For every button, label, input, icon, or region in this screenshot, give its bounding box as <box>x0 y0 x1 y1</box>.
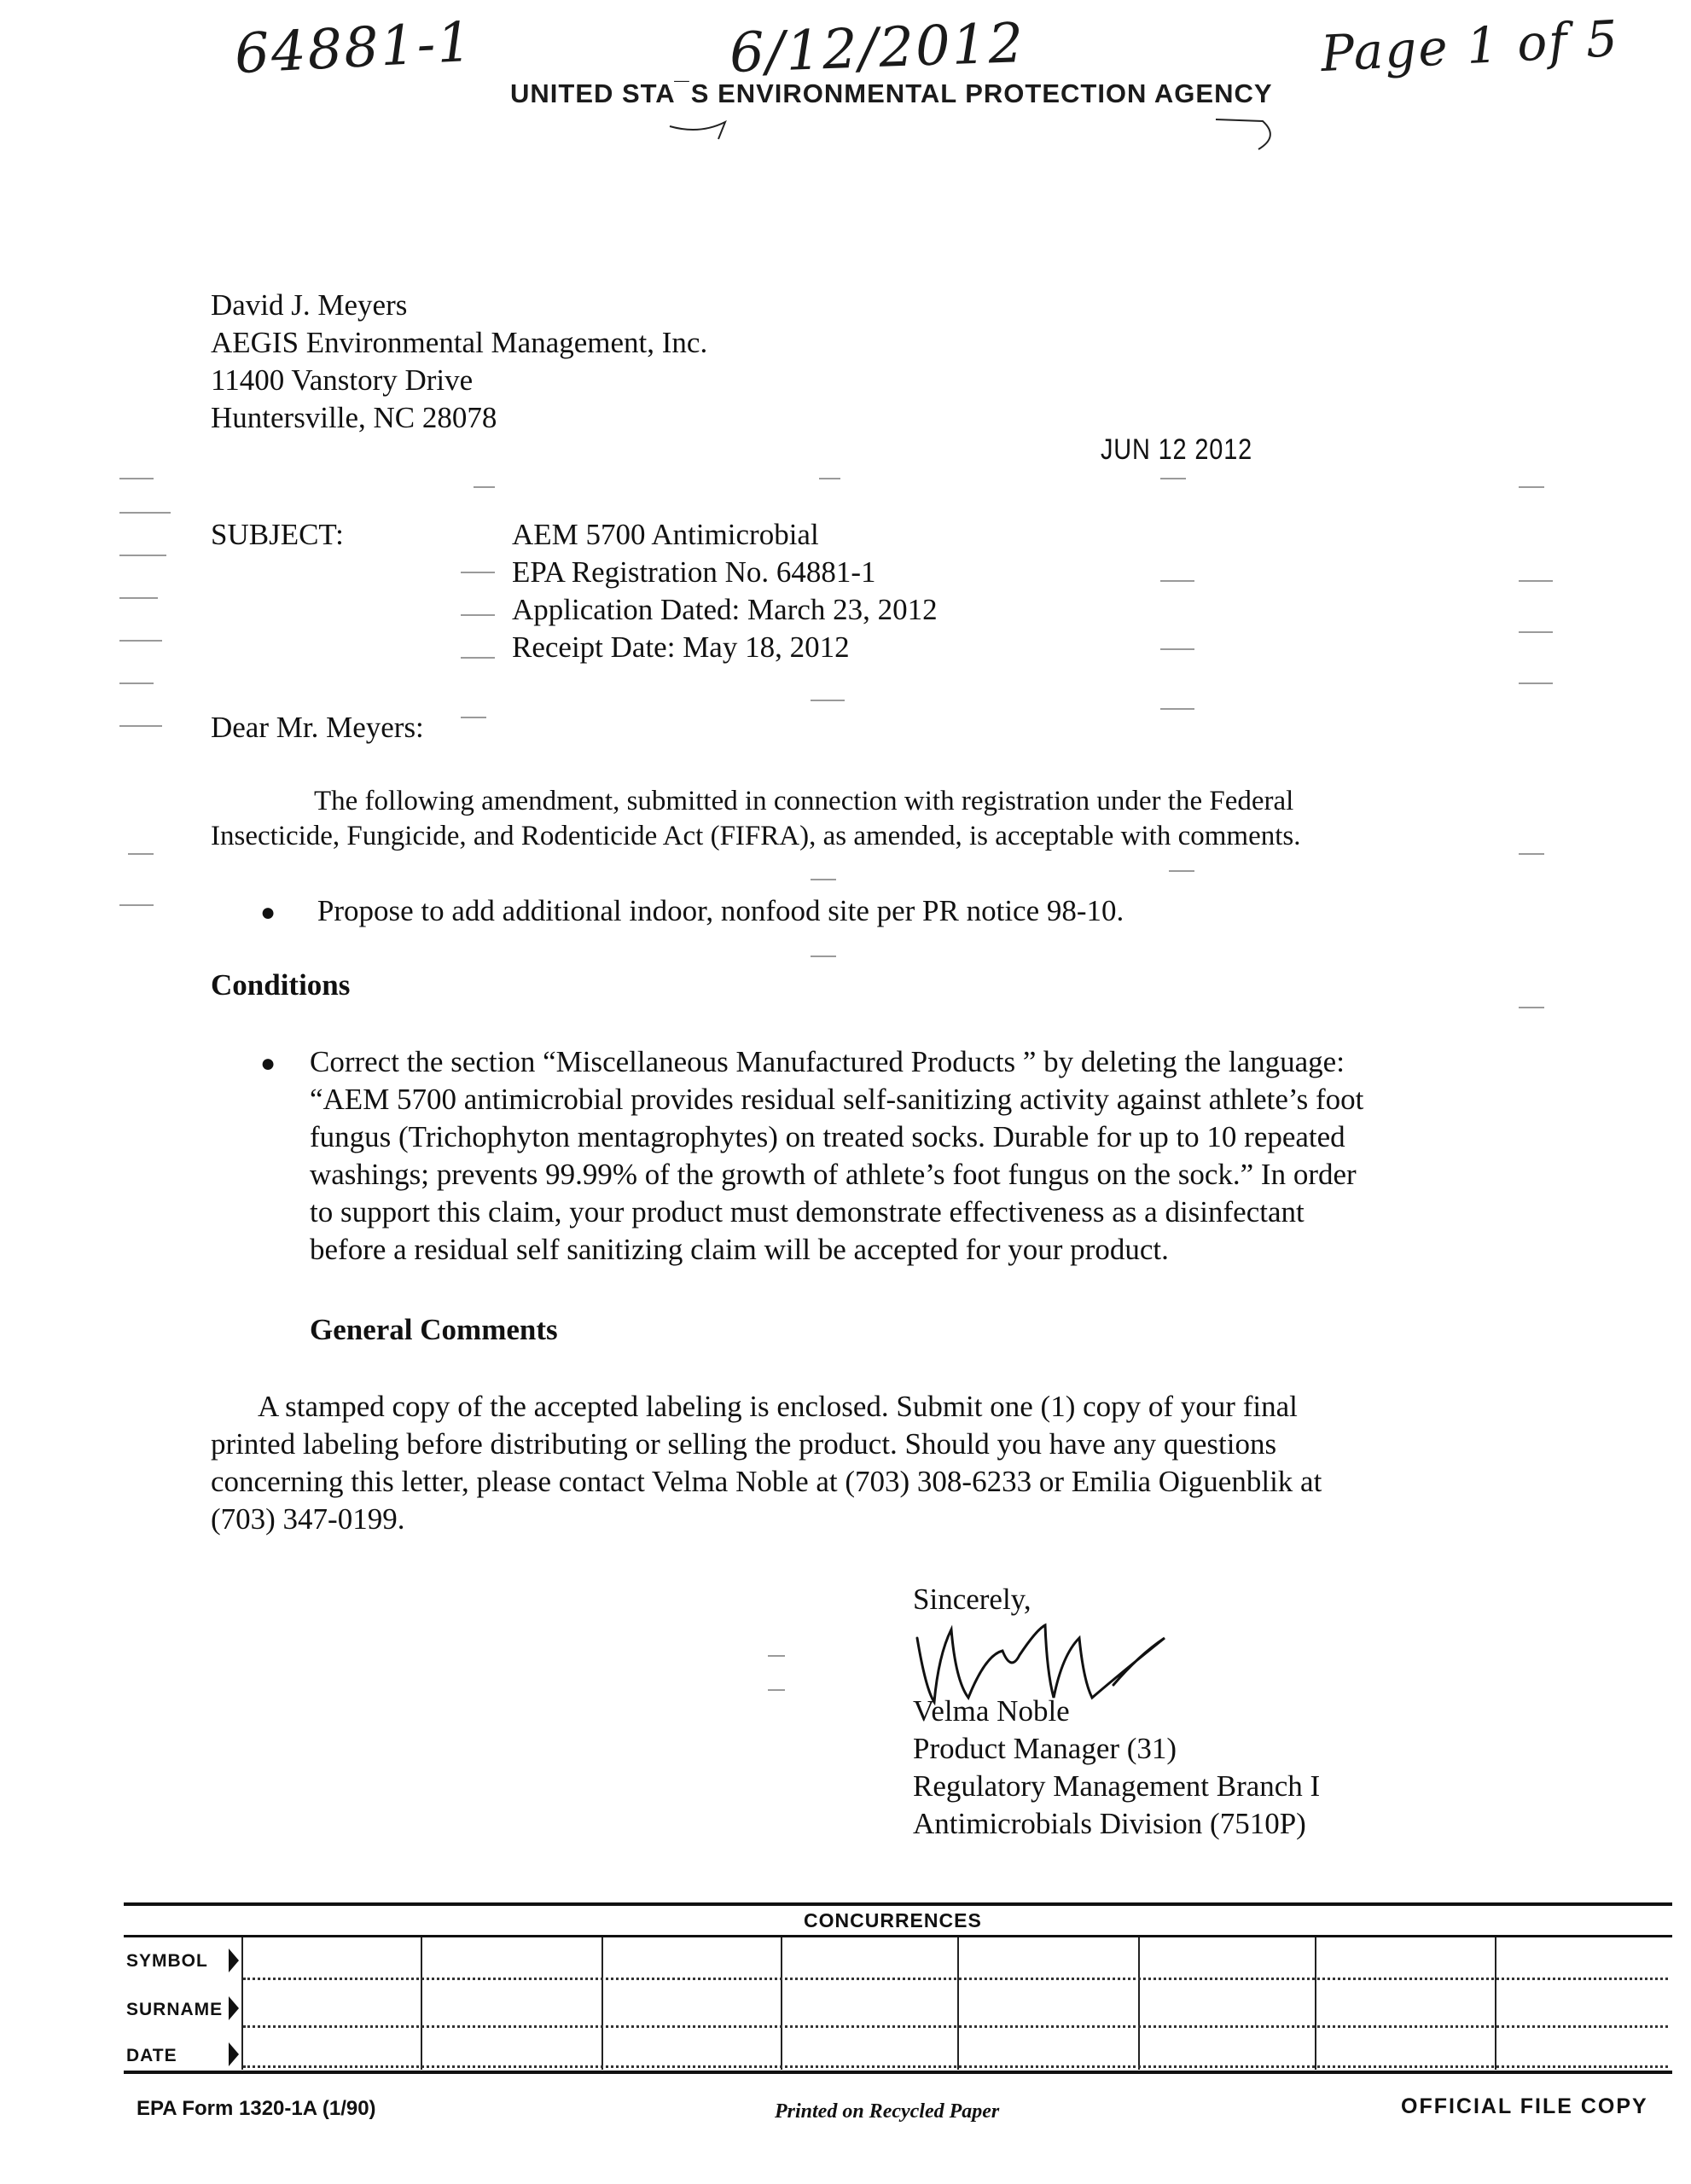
col-divider <box>957 1937 959 2070</box>
conditions-line: washings; prevents 99.99% of the growth of athlete’s foot fungus on the sock.” In order <box>310 1158 1357 1191</box>
signer-branch: Regulatory Management Branch I <box>913 1769 1321 1803</box>
conditions-line: fungus (Trichophyton mentagrophytes) on treated socks. Durable for up to 10 repeated <box>310 1120 1345 1153</box>
conditions-heading: Conditions <box>211 968 351 1002</box>
intro-line-1: The following amendment, submitted in connection with registration under the Federal <box>314 786 1294 816</box>
signer-name: Velma Noble <box>913 1694 1070 1728</box>
row-arrow-surname <box>229 1996 239 2020</box>
conditions-line: Correct the section “Miscellaneous Manufactured Products ” by deleting the language: <box>310 1045 1345 1078</box>
closing-sincerely: Sincerely, <box>913 1583 1031 1616</box>
amendment-bullet <box>260 892 1124 932</box>
date-stamp: JUN 12 2012 <box>1101 433 1253 466</box>
conditions-line: before a residual self sanitizing claim will be accepted for your product. <box>310 1233 1169 1266</box>
subject-product: AEM 5700 Antimicrobial <box>512 518 819 551</box>
form-title-rule <box>124 1935 1672 1937</box>
intro-line-2: Insecticide, Fungicide, and Rodenticide Act (FIFRA), as amended, is acceptable with comments. <box>211 821 1301 851</box>
amendment-text: Propose to add additional indoor, nonfood site per PR notice 98-10. <box>317 894 1124 927</box>
subject-label: SUBJECT: <box>211 518 344 551</box>
form-bottom-rule <box>124 2071 1672 2074</box>
subject-lines <box>512 516 938 666</box>
handwritten-reg-number: 64881-1 <box>233 10 475 87</box>
col-divider <box>1495 1937 1496 2070</box>
comments-line: (703) 347-0199. <box>211 1502 405 1536</box>
subject-application-date: Application Dated: March 23, 2012 <box>512 593 938 626</box>
comments-line: concerning this letter, please contact Velma Noble at (703) 308-6233 or Emilia Oiguenblik at <box>211 1465 1322 1498</box>
col-divider <box>1315 1937 1316 2070</box>
agency-header: UNITED STA ̅ S ENVIRONMENTAL PROTECTION AGENCY <box>510 78 1273 108</box>
conditions-bullet-dot: ● <box>260 1049 276 1077</box>
col-divider <box>1138 1937 1140 2070</box>
recipient-name: David J. Meyers <box>211 288 408 322</box>
comments-line: A stamped copy of the accepted labeling is enclosed. Submit one (1) copy of your final <box>258 1390 1298 1423</box>
row-dotted-line <box>243 2065 1668 2068</box>
conditions-line: “AEM 5700 antimicrobial provides residual self-sanitizing activity against athlete’s foot <box>310 1083 1364 1116</box>
comments-line: printed labeling before distributing or selling the product. Should you have any questions <box>211 1427 1277 1461</box>
signer-title: Product Manager (31) <box>913 1732 1177 1765</box>
col-divider <box>241 1937 243 2070</box>
general-comments-heading: General Comments <box>310 1313 558 1346</box>
form-id: EPA Form 1320-1A (1/90) <box>137 2097 376 2120</box>
row-arrow-symbol <box>229 1949 239 1972</box>
handwritten-page-note: Page 1 of 5 <box>1319 9 1621 84</box>
row-label-surname: SURNAME <box>126 2000 224 2019</box>
header-scribble-right <box>1212 102 1288 154</box>
recipient-city: Huntersville, NC 28078 <box>211 401 497 434</box>
recipient-street: 11400 Vanstory Drive <box>211 363 474 397</box>
general-comments-text <box>211 1388 1322 1538</box>
handwritten-date: 6/12/2012 <box>728 11 1026 86</box>
row-label-date: DATE <box>126 2046 177 2065</box>
bullet-dot: ● <box>260 898 276 926</box>
header-scribble <box>665 101 742 143</box>
recipient-company: AEGIS Environmental Management, Inc. <box>211 326 708 359</box>
form-top-rule <box>124 1902 1672 1906</box>
form-title: CONCURRENCES <box>804 1909 982 1931</box>
row-dotted-line <box>243 1978 1668 1980</box>
row-dotted-line <box>243 2025 1668 2028</box>
col-divider <box>421 1937 422 2070</box>
col-divider <box>601 1937 603 2070</box>
conditions-line: to support this claim, your product must demonstrate effectiveness as a disinfectant <box>310 1195 1305 1228</box>
col-divider <box>781 1937 782 2070</box>
row-arrow-date <box>229 2042 239 2066</box>
official-file-copy: OFFICIAL FILE COPY <box>1401 2094 1648 2118</box>
closing-block <box>913 1693 1320 1843</box>
salutation: Dear Mr. Meyers: <box>211 711 424 744</box>
signer-division: Antimicrobials Division (7510P) <box>913 1807 1306 1840</box>
row-label-symbol: SYMBOL <box>126 1951 208 1971</box>
conditions-text <box>310 1043 1363 1269</box>
subject-receipt-date: Receipt Date: May 18, 2012 <box>512 630 850 664</box>
recipient-address <box>211 287 707 437</box>
recycled-note: Printed on Recycled Paper <box>775 2100 1000 2123</box>
subject-registration: EPA Registration No. 64881-1 <box>512 555 876 589</box>
